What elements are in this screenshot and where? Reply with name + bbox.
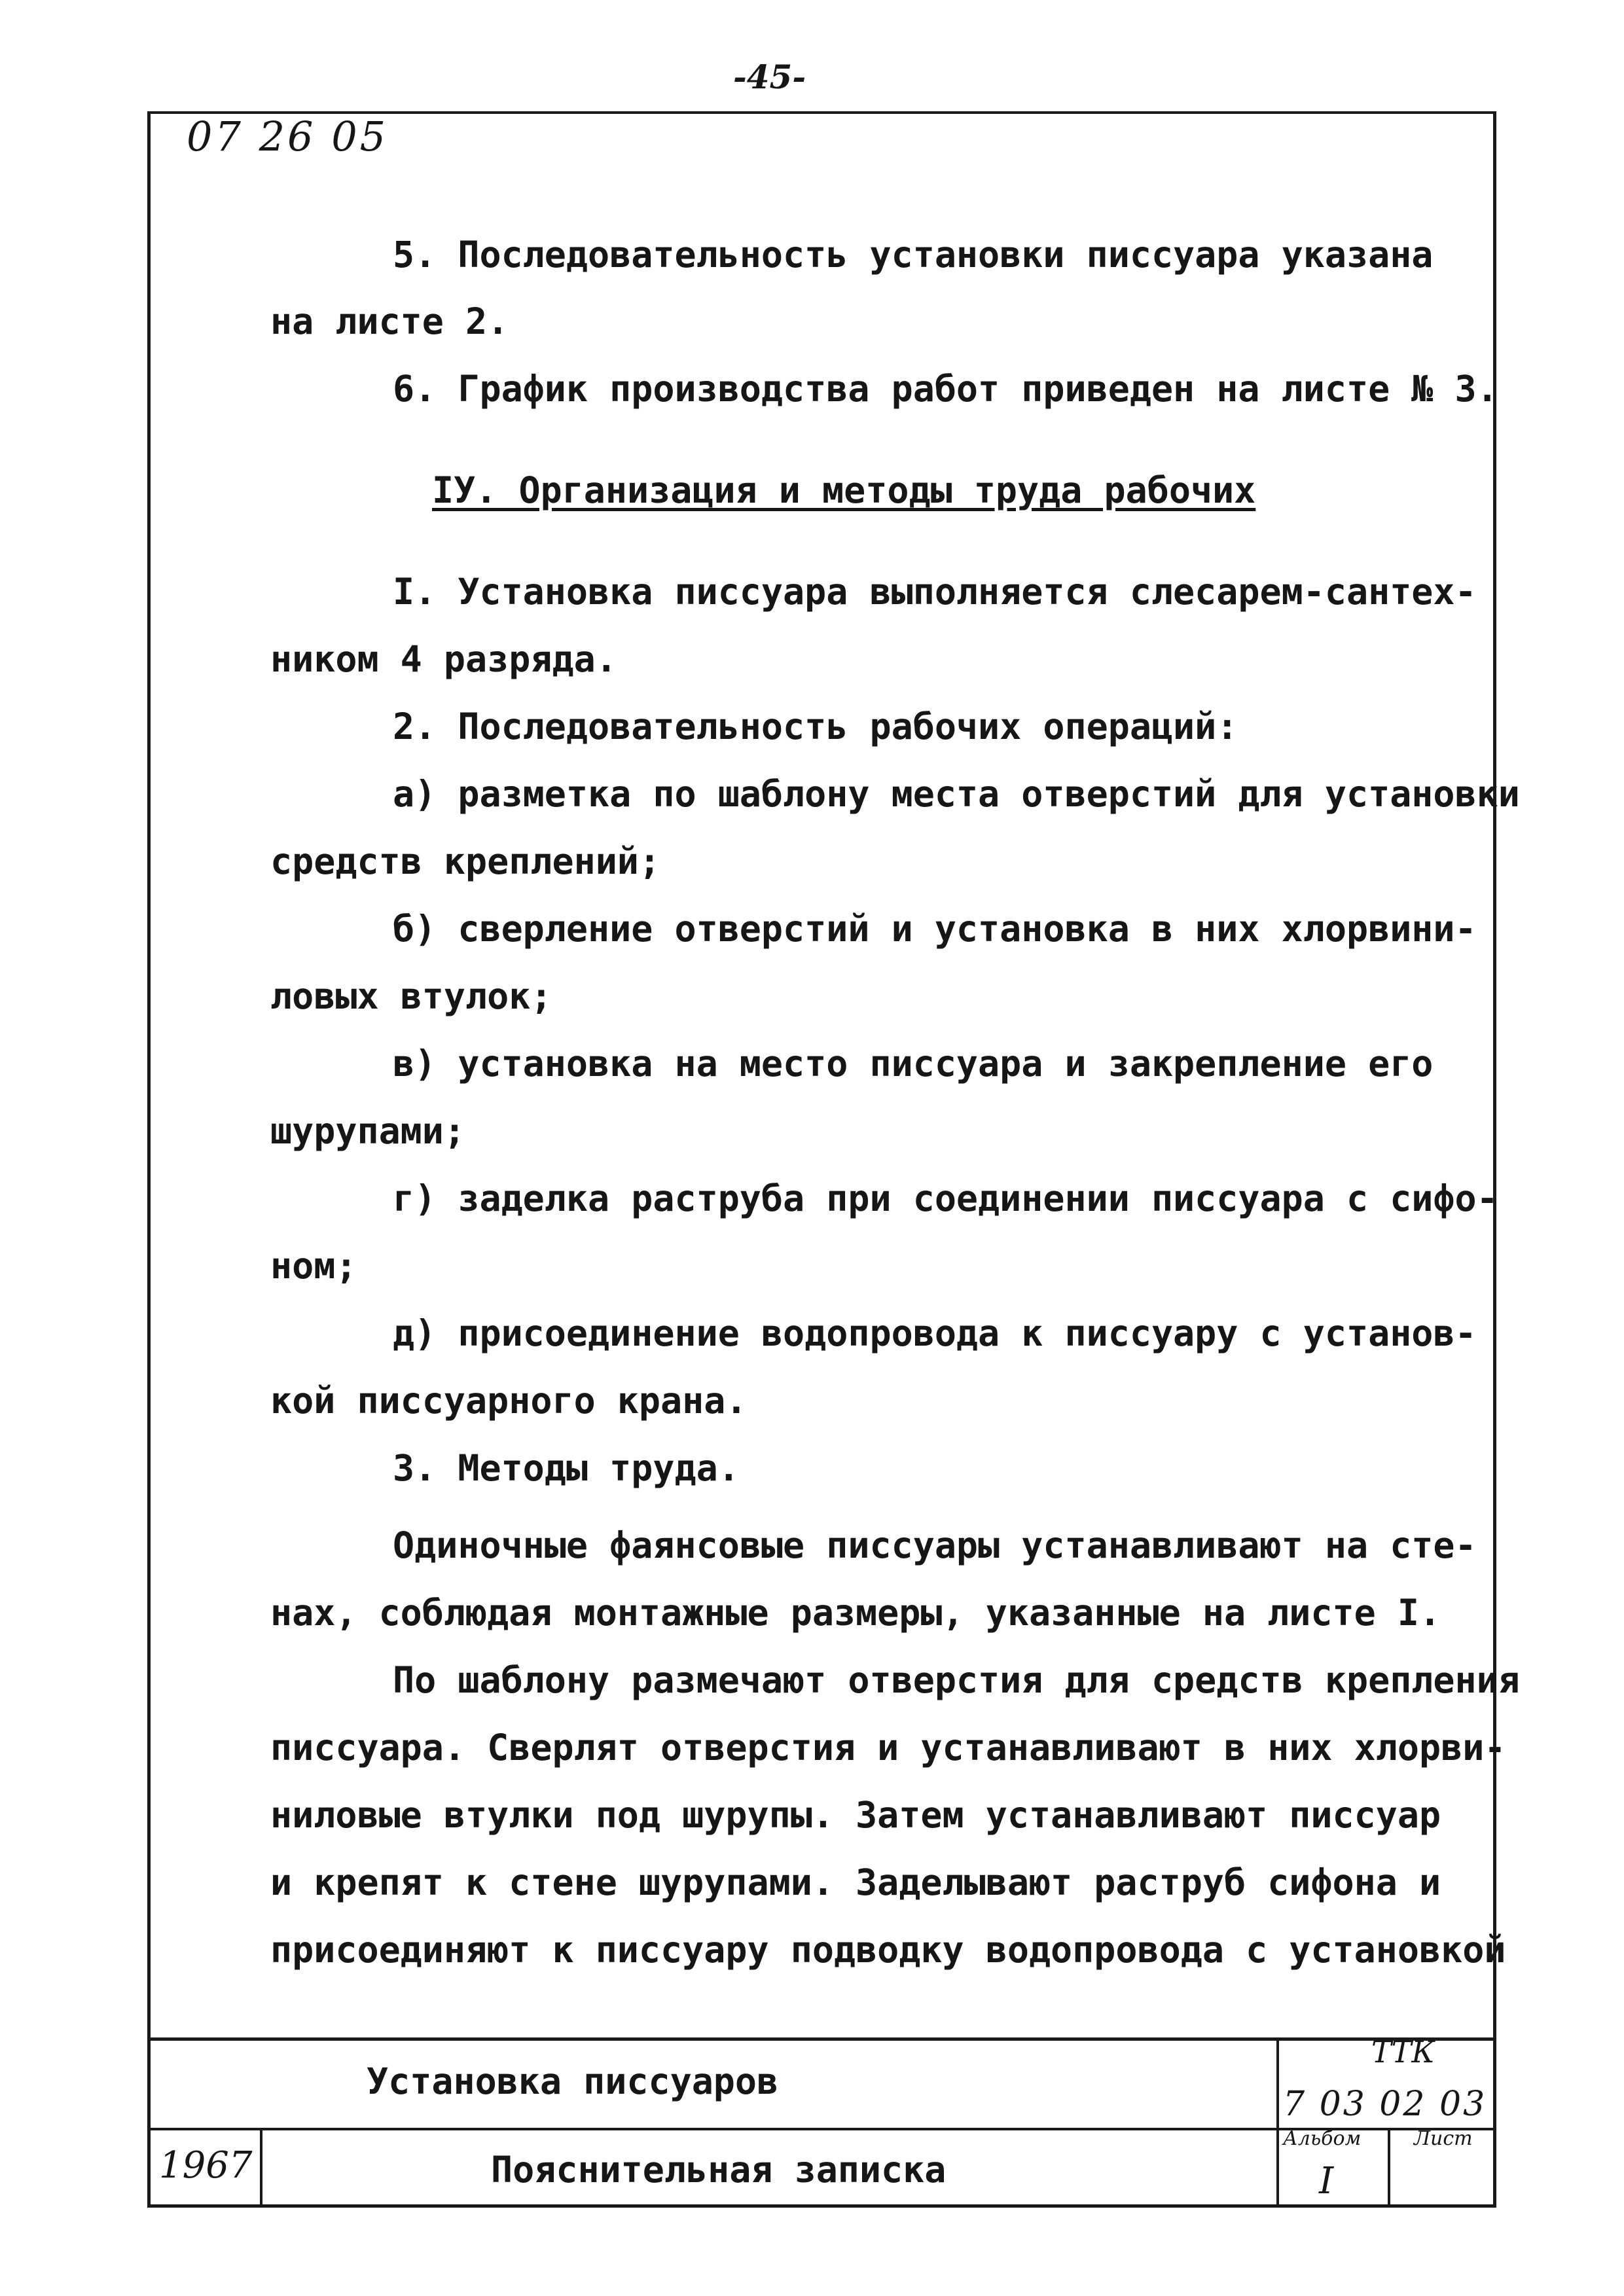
text-line: 2. Последовательность рабочих операций: xyxy=(393,706,1238,747)
text-line: ником 4 разряда. xyxy=(270,638,617,680)
title-block-divider xyxy=(1276,2041,1279,2208)
album-value: I xyxy=(1319,2160,1334,2202)
text-line: ном; xyxy=(270,1245,357,1287)
text-line: и крепят к стене шурупами. Заделывают раструб сифона и xyxy=(270,1861,1441,1903)
text-line: в) установка на место писсуара и закрепление его xyxy=(393,1043,1434,1085)
sheet-label: Лист xyxy=(1414,2127,1473,2150)
title-block-divider xyxy=(260,2128,262,2208)
text-line: нах, соблюдая монтажные размеры, указанные на листе I. xyxy=(270,1592,1441,1634)
document-code: 07 26 05 xyxy=(187,113,389,160)
ttk-label: ТТК xyxy=(1371,2034,1435,2070)
text-line: Одиночные фаянсовые писсуары устанавливают на сте- xyxy=(393,1524,1477,1566)
text-line: на листе 2. xyxy=(270,300,509,342)
text-line: б) сверление отверстий и установка в них хлорвини- xyxy=(393,908,1477,950)
page-number: -45- xyxy=(733,58,806,96)
title-block-divider xyxy=(1388,2128,1390,2208)
text-line: шурупами; xyxy=(270,1110,466,1152)
text-line: I. Установка писсуара выполняется слесарем-сантех- xyxy=(393,571,1477,613)
text-line: 5. Последовательность установки писсуара указана xyxy=(393,234,1434,276)
text-line: присоединяют к писсуару подводку водопровода с установкой xyxy=(270,1929,1506,1971)
text-line: По шаблону размечают отверстия для средств крепления xyxy=(393,1659,1520,1701)
text-line: г) заделка раструба при соединении писсуара с сифо- xyxy=(393,1177,1498,1219)
text-line: кой писсуарного крана. xyxy=(270,1380,748,1422)
text-line: а) разметка по шаблону места отверстий для установки xyxy=(393,773,1520,815)
document-subtitle: Пояснительная записка xyxy=(491,2149,947,2191)
text-line: средств креплений; xyxy=(270,840,661,882)
text-line: д) присоединение водопровода к писсуару с установ- xyxy=(393,1312,1477,1354)
text-line: писсуара. Сверлят отверстия и устанавливают в них хлорви- xyxy=(270,1727,1506,1768)
document-title: Установка писсуаров xyxy=(367,2060,779,2102)
ttk-code: 7 03 02 03 xyxy=(1283,2085,1487,2124)
text-line: ниловые втулки под шурупы. Затем устанавливают писсуар xyxy=(270,1794,1441,1836)
album-label: Альбом xyxy=(1283,2127,1362,2150)
text-line: ловых втулок; xyxy=(270,975,552,1017)
text-line: 6. График производства работ приведен на листе № 3. xyxy=(393,368,1498,410)
year-stamp: 1967 xyxy=(159,2144,253,2187)
text-line: 3. Методы труда. xyxy=(393,1447,740,1489)
section-heading: IУ. Организация и методы труда рабочих xyxy=(432,469,1256,511)
